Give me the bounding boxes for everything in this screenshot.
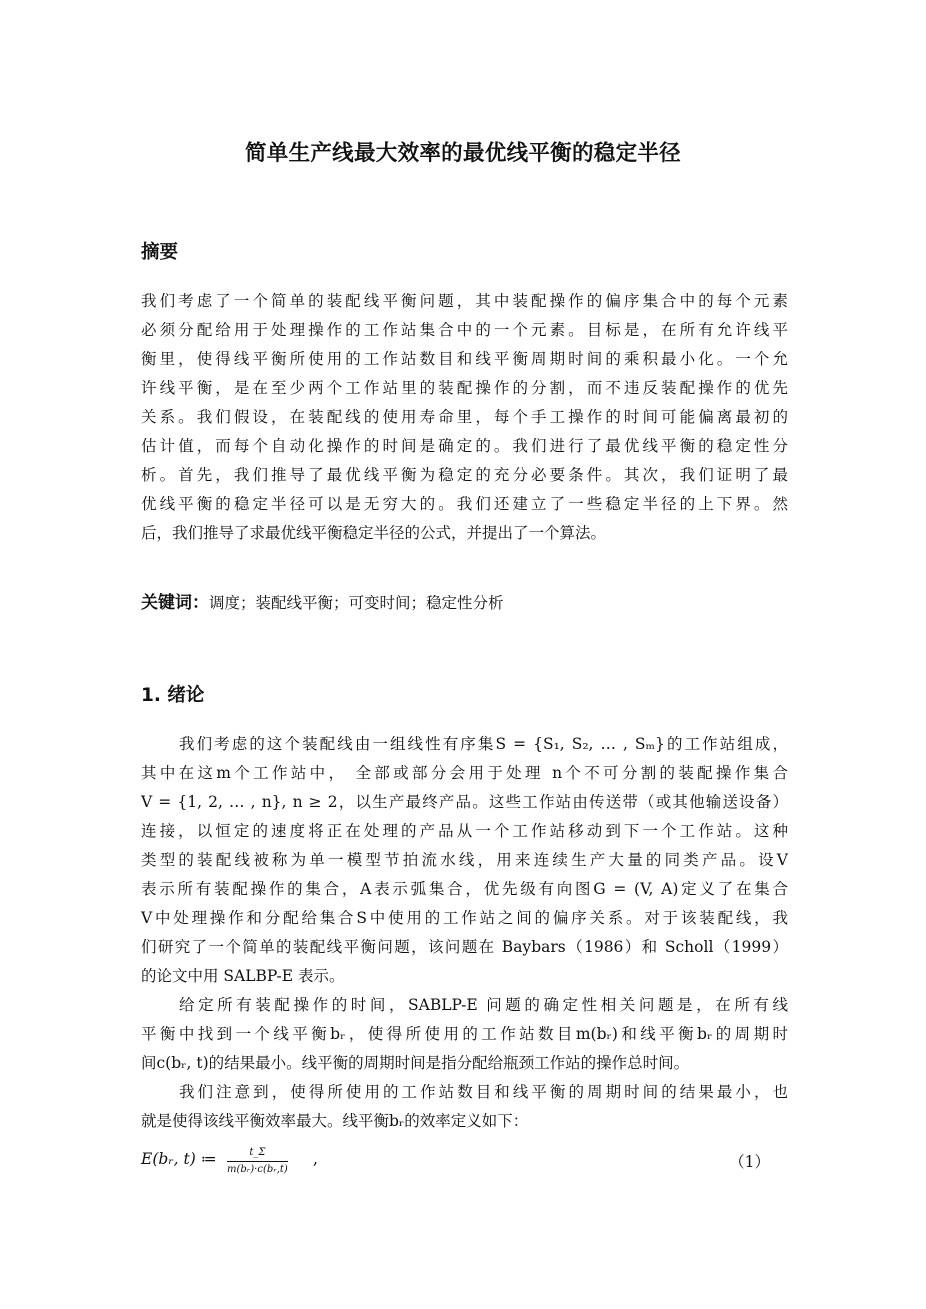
- section1-paragraph-3: [141, 1078, 788, 1136]
- keywords-text: 调度；装配线平衡；可变时间；稳定性分析: [209, 594, 504, 612]
- abstract-line: 衡里，使得线平衡所使用的工作站数目和线平衡周期时间的乘积最小化。一个允: [141, 350, 788, 368]
- paper-title: 简单生产线最大效率的最优线平衡的稳定半径: [244, 141, 681, 166]
- paragraph-line: 们研究了一个简单的装配线平衡问题，该问题在 Baybars（1986）和 Scholl（1999）: [141, 938, 788, 956]
- paragraph-line: 其中在这m个工作站中， 全部或部分会用于处理 n个不可分割的装配操作集合: [141, 764, 788, 782]
- keywords-label: 关键词：: [141, 593, 209, 613]
- abstract-heading: 摘要: [141, 242, 179, 263]
- paragraph-line: 就是使得该线平衡效率最大。线平衡bᵣ的效率定义如下：: [141, 1112, 529, 1130]
- paragraph-line: 表示所有装配操作的集合，A表示弧集合，优先级有向图G = (V, A)定义了在集合: [141, 880, 788, 898]
- section1-paragraph-2: [141, 991, 788, 1078]
- paragraph-line: V中处理操作和分配给集合S中使用的工作站之间的偏序关系。对于该装配线，我: [141, 909, 788, 927]
- paragraph-line: 类型的装配线被称为单一模型节拍流水线，用来连续生产大量的同类产品。设V: [141, 851, 788, 869]
- equation-number: （1）: [729, 1153, 770, 1171]
- abstract-line: 估计值，而每个自动化操作的时间是确定的。我们进行了最优线平衡的稳定性分: [141, 437, 788, 455]
- equation-fraction: [227, 1146, 288, 1177]
- paragraph-line: 连接，以恒定的速度将正在处理的产品从一个工作站移动到下一个工作站。这种: [141, 822, 788, 840]
- section-heading: 1. 绪论: [141, 685, 205, 706]
- equation-comma: ,: [313, 1150, 318, 1168]
- abstract-line: 许线平衡，是在至少两个工作站里的装配操作的分割，而不违反装配操作的优先: [141, 379, 788, 397]
- abstract-line: 优线平衡的稳定半径可以是无穷大的。我们还建立了一些稳定半径的上下界。然: [141, 495, 788, 513]
- equation-denominator: m(bᵣ)·c(bᵣ,t): [227, 1164, 288, 1175]
- paragraph-line: V = {1, 2, … , n}, n ≥ 2，以生产最终产品。这些工作站由传送带（或其他输送设备）: [141, 793, 788, 811]
- paragraph-line: 我们注意到，使得所使用的工作站数目和线平衡的周期时间的结果最小，也: [179, 1083, 788, 1101]
- paragraph-line: 我们考虑的这个装配线由一组线性有序集S = {S₁, S₂, … , Sₘ}的工作站组成，: [179, 735, 788, 753]
- paragraph-line: 平衡中找到一个线平衡bᵣ，使得所使用的工作站数目m(bᵣ)和线平衡bᵣ的周期时: [141, 1025, 788, 1043]
- abstract-line: 析。首先，我们推导了最优线平衡为稳定的充分必要条件。其次，我们证明了最: [141, 466, 788, 484]
- keywords: [141, 589, 801, 618]
- equation-lhs: E(bᵣ, t) ≔: [141, 1150, 217, 1168]
- equation-1: [141, 1146, 788, 1186]
- abstract-body: [141, 287, 788, 548]
- abstract-line: 必须分配给用于处理操作的工作站集合中的一个元素。目标是，在所有允许线平: [141, 321, 788, 339]
- equation-numerator: t_Σ: [227, 1146, 288, 1162]
- abstract-line: 后，我们推导了求最优线平衡稳定半径的公式，并提出了一个算法。: [141, 524, 607, 542]
- paragraph-line: 的论文中用 SALBP-E 表示。: [141, 967, 345, 985]
- paragraph-line: 间c(bᵣ, t)的结果最小。线平衡的周期时间是指分配给瓶颈工作站的操作总时间。: [141, 1054, 690, 1072]
- abstract-line: 关系。我们假设，在装配线的使用寿命里，每个手工操作的时间可能偏离最初的: [141, 408, 788, 426]
- section1-paragraph-1: [141, 730, 788, 991]
- abstract-line: 我们考虑了一个简单的装配线平衡问题，其中装配操作的偏序集合中的每个元素: [141, 292, 788, 310]
- paragraph-line: 给定所有装配操作的时间，SABLP-E 问题的确定性相关问题是，在所有线: [179, 996, 788, 1014]
